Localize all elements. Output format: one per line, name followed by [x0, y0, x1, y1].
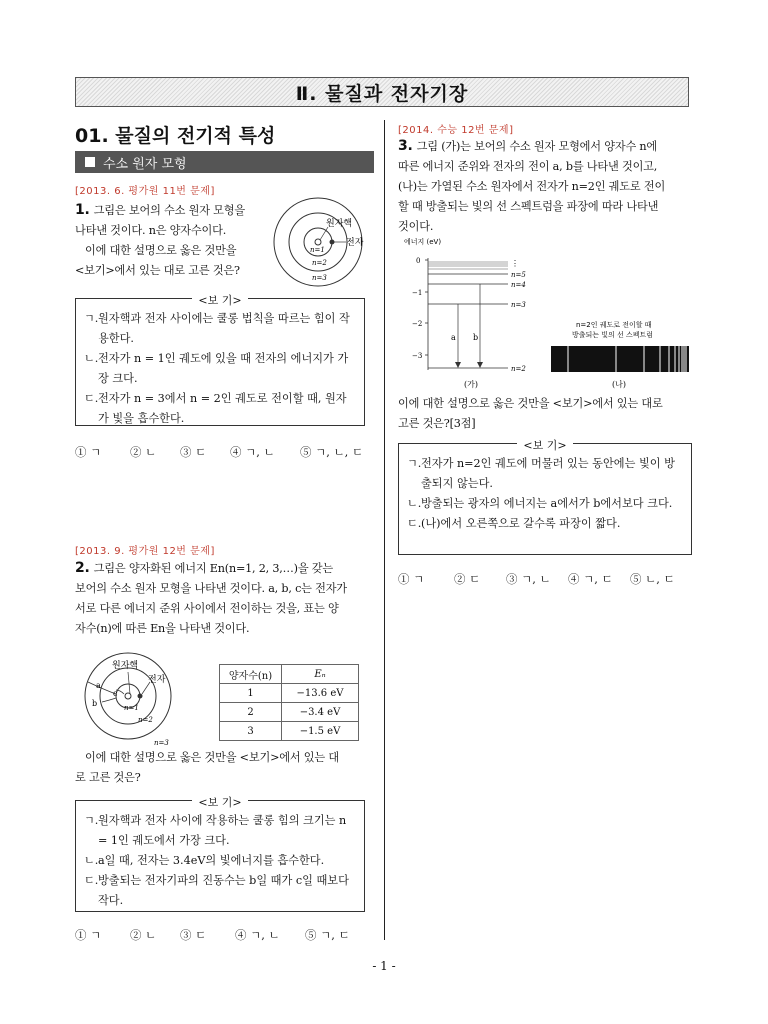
q3-spectrum-band — [551, 346, 689, 372]
chapter-banner — [75, 77, 689, 107]
q2-choice[interactable]: ② ㄴ — [130, 928, 157, 942]
q3-tick: 0 — [416, 257, 421, 265]
q2-prompt-line: 이에 대한 설명으로 옳은 것만을 <보기>에서 있는 대 — [85, 751, 339, 764]
q1-label-n2: n=2 — [312, 259, 327, 267]
q2-label-a: a — [96, 681, 101, 690]
q2-number: 2. — [75, 560, 90, 576]
table-header: Eₙ — [282, 665, 359, 684]
q2-label-nucleus: 원자핵 — [112, 661, 139, 671]
q2-bohr-model-figure — [80, 652, 200, 748]
q1-choice[interactable]: ③ ㄷ — [180, 445, 207, 459]
q3-prompt-line: 고른 것은?[3점] — [398, 417, 476, 430]
q2-label-n2: n=2 — [138, 716, 153, 724]
q1-label-electron: 전자 — [346, 238, 364, 248]
q3-line: (나)는 가열된 수소 원자에서 전자가 n=2인 궤도로 전이 — [398, 180, 666, 193]
q1-choice[interactable]: ① ㄱ — [75, 445, 102, 459]
q3-energy-level-figure — [398, 234, 698, 394]
electron-dot — [330, 240, 335, 245]
table-header-row — [220, 665, 359, 684]
q2-choices — [75, 927, 350, 943]
q3-bogi-item: ㄴ. 방출되는 광자의 에너지는 a에서가 b에서보다 크다. — [407, 497, 673, 510]
q1-bogi-box — [75, 294, 365, 426]
q3-source: [2014. 수능 12번 문제] — [398, 125, 514, 136]
subsection-header — [75, 151, 374, 173]
q1-line: 나타낸 것이다. n은 양자수이다. — [75, 224, 227, 237]
q1-choice[interactable]: ⑤ ㄱ, ㄴ, ㄷ — [300, 445, 364, 459]
q2-label-b: b — [92, 699, 98, 708]
q2-choice[interactable]: ③ ㄷ — [180, 928, 207, 942]
q2-line: 서로 다른 에너지 준위 사이에서 전이하는 것을, 표는 양 — [75, 602, 339, 615]
electron-dot — [138, 694, 143, 699]
q1-choice[interactable]: ④ ㄱ, ㄴ — [230, 445, 275, 459]
q2-line: 보어의 수소 원자 모형을 나타낸 것이다. a, b, c는 전자가 — [75, 582, 347, 595]
q1-choices — [75, 444, 363, 460]
q3-caption-ga: (가) — [464, 380, 478, 389]
q1-line: <보기>에서 있는 대로 고른 것은? — [75, 264, 240, 277]
column-divider — [384, 120, 385, 940]
q3-caption-na: (나) — [612, 380, 626, 389]
q3-spectrum-caption: n=2인 궤도로 전이할 때 — [576, 321, 652, 329]
q3-bogi-title: <보 기> — [517, 439, 572, 452]
subsection-title: 수소 원자 모형 — [103, 156, 187, 172]
q1-choice[interactable]: ② ㄴ — [130, 445, 157, 459]
section-title: 01. 물질의 전기적 특성 — [75, 125, 276, 147]
q2-bogi-item: ㄱ. 원자핵과 전자 사이에 작용하는 쿨롱 힘의 크기는 n = 1인 궤도에서 가장 크다. — [84, 814, 347, 847]
q2-bogi-title: <보 기> — [192, 796, 247, 809]
q3-choice[interactable]: ⑤ ㄴ, ㄷ — [630, 572, 675, 586]
q3-transition-label: b — [473, 333, 479, 342]
q2-prompt — [75, 748, 371, 788]
q3-spectrum-caption: 방출되는 빛의 선 스펙트럼 — [572, 331, 654, 339]
q3-text — [398, 136, 698, 237]
q3-tick: −2 — [412, 320, 423, 328]
q3-y-axis-label: 에너지 (eV) — [404, 238, 442, 246]
table-header: 양자수(n) — [220, 665, 282, 684]
q3-level-label: n=4 — [511, 281, 526, 289]
q3-tick: −1 — [412, 289, 423, 297]
q2-energy-table — [219, 664, 359, 741]
q2-bogi-box — [75, 796, 365, 912]
q3-level-label: n=5 — [511, 271, 526, 279]
q2-text — [75, 558, 371, 639]
q3-transition-label: a — [451, 333, 456, 342]
q3-tick: −3 — [412, 352, 423, 360]
q3-line: 것이다. — [398, 220, 434, 233]
q3-dots: ⋮ — [511, 259, 519, 268]
q1-bogi-item: ㄱ. 원자핵과 전자 사이에는 쿨롱 법칙을 따르는 힘이 작용한다. — [84, 312, 350, 345]
q3-choice[interactable]: ③ ㄱ, ㄴ — [506, 572, 551, 586]
q2-source: [2013. 9. 평가원 12번 문제] — [75, 546, 215, 557]
table-row: 1 −13.6 eV — [220, 684, 359, 703]
q1-text — [75, 200, 275, 281]
q3-choices — [398, 571, 675, 587]
q3-line: 그림 (가)는 보어의 수소 원자 모형에서 양자수 n에 — [416, 140, 658, 153]
q2-choice[interactable]: ④ ㄱ, ㄴ — [235, 928, 280, 942]
square-bullet-icon — [85, 157, 95, 167]
q3-choice[interactable]: ② ㄷ — [454, 572, 481, 586]
q2-line: 그림은 양자화된 에너지 En(n=1, 2, 3,…)을 갖는 — [93, 562, 333, 575]
q1-label-n3: n=3 — [312, 274, 327, 282]
q2-bogi-item: ㄷ. 방출되는 전자기파의 진동수는 b일 때가 c일 때보다 작다. — [84, 874, 349, 907]
q1-bogi-item: ㄴ. 전자가 n = 1인 궤도에 있을 때 전자의 에너지가 가장 크다. — [84, 352, 349, 385]
q1-line: 그림은 보어의 수소 원자 모형을 — [93, 204, 245, 217]
q2-label-c: c — [113, 689, 118, 698]
q3-prompt-line: 이에 대한 설명으로 옳은 것만을 <보기>에서 있는 대로 — [398, 397, 663, 410]
q3-choice[interactable]: ④ ㄱ, ㄷ — [568, 572, 613, 586]
table-row: 2 −3.4 eV — [220, 703, 359, 722]
q1-number: 1. — [75, 202, 90, 218]
page-number: - 1 - — [372, 959, 396, 973]
q3-level-label: n=2 — [511, 365, 526, 373]
q1-bogi-item: ㄷ. 전자가 n = 3에서 n = 2인 궤도로 전이할 때, 원자가 빛을 흡수한다. — [84, 392, 347, 425]
q2-choice[interactable]: ⑤ ㄱ, ㄷ — [305, 928, 350, 942]
chapter-title: Ⅱ. 물질과 전자기장 — [295, 82, 469, 105]
q1-label-nucleus: 원자핵 — [326, 219, 353, 229]
q3-choice[interactable]: ① ㄱ — [398, 572, 425, 586]
q2-label-n3: n=3 — [154, 739, 169, 747]
q1-label-n1: n=1 — [310, 246, 325, 254]
q1-source: [2013. 6. 평가원 11번 문제] — [75, 186, 215, 197]
q3-line: 할 때 방출되는 빛의 선 스펙트럼을 파장에 따라 나타낸 — [398, 200, 659, 213]
q3-bogi-item: ㄱ. 전자가 n=2인 궤도에 머물러 있는 동안에는 빛이 방출되지 않는다. — [407, 457, 675, 490]
q3-bogi-box — [398, 439, 692, 555]
q1-bogi-title: <보 기> — [192, 294, 247, 307]
q3-line: 따른 에너지 준위와 전자의 전이 a, b를 나타낸 것이고, — [398, 160, 658, 173]
q2-line: 자수(n)에 따른 En을 나타낸 것이다. — [75, 622, 250, 635]
q2-label-n1: n=1 — [124, 704, 139, 712]
q3-bogi-item: ㄷ. (나)에서 오른쪽으로 갈수록 파장이 짧다. — [407, 517, 621, 530]
q2-label-electron: 전자 — [148, 675, 166, 685]
table-row: 3 −1.5 eV — [220, 722, 359, 741]
q2-bogi-item: ㄴ. a일 때, 전자는 3.4eV의 빛에너지를 흡수한다. — [84, 854, 325, 867]
q1-bohr-model-figure — [268, 192, 368, 292]
q3-level-label: n=3 — [511, 301, 526, 309]
q3-number: 3. — [398, 138, 413, 154]
q1-line: 이에 대한 설명으로 옳은 것만을 — [85, 244, 237, 257]
q2-choice[interactable]: ① ㄱ — [75, 928, 102, 942]
q3-prompt — [398, 394, 698, 434]
q2-prompt-line: 로 고른 것은? — [75, 771, 141, 784]
